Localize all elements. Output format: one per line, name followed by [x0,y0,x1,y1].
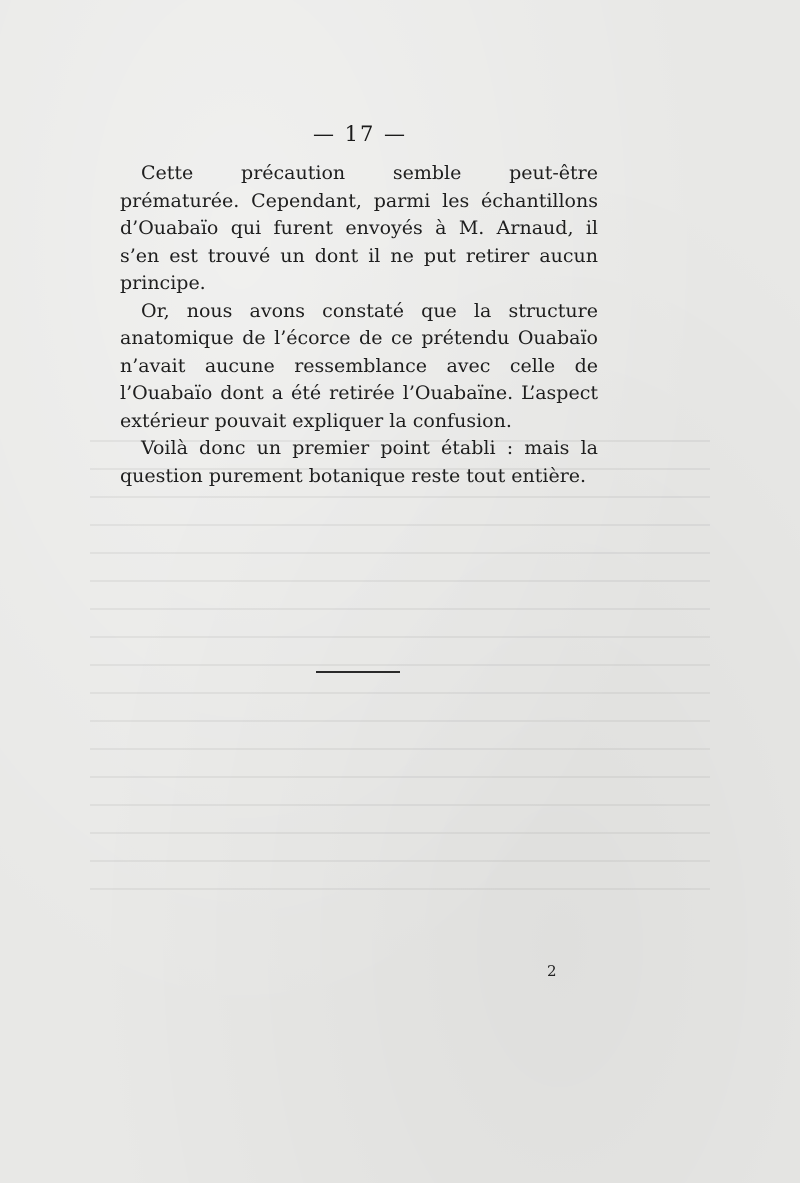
section-divider [316,671,400,673]
show-through-texture [90,440,710,960]
paragraph: Voilà donc un premier point établi : mais la question purement botanique reste tout entière. [120,437,598,487]
body-text [120,160,598,490]
paragraph: Or, nous avons constaté que la structure anatomique de l’écorce de ce prétendu Ouabaïo n’avait aucune ressemblance avec celle de l’Ouabaïo dont a été retirée l’Ouabaïne. L’aspect extérieur pouvait expliquer la confusion. [120,299,598,432]
page-number: — 17 — [312,122,408,146]
signature-mark: 2 [547,962,557,980]
paragraph: Cette précaution semble peut-être prématurée. Cependant, parmi les échantillons d’Ouabaïo qui furent envoyés à M. Arnaud, il s’en est trouvé un dont il ne put retirer aucun principe. [120,162,598,294]
